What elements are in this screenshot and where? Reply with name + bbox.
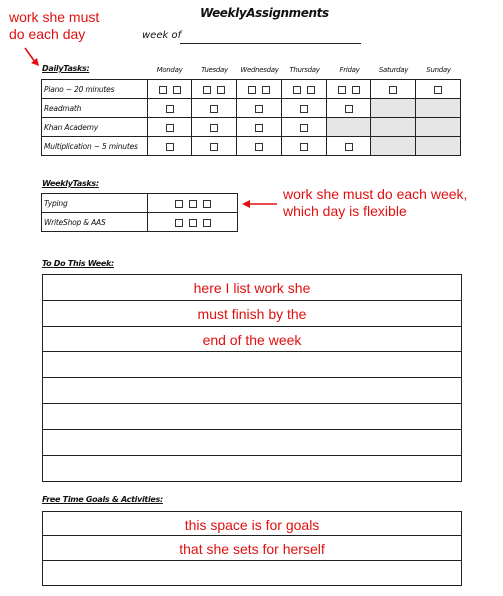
- day-cell: [282, 99, 327, 118]
- checkbox[interactable]: [255, 143, 263, 151]
- checkbox[interactable]: [338, 86, 346, 94]
- annotation-weekly-arrow-icon: [241, 198, 281, 210]
- day-cell: [282, 118, 327, 137]
- daily-task-row: [42, 80, 461, 99]
- checkbox[interactable]: [173, 86, 181, 94]
- todo-row: [43, 352, 461, 378]
- todo-row: [43, 404, 461, 430]
- daily-task-name: Piano ~ 20 minutes: [42, 80, 148, 99]
- weekly-task-row: [42, 194, 238, 213]
- day-cell: [416, 80, 461, 99]
- week-of-blank-line: [180, 43, 361, 44]
- weekly-checkbox-cell: [148, 194, 238, 213]
- day-cell: [148, 99, 192, 118]
- annotation-daily: [9, 9, 99, 43]
- checkbox[interactable]: [166, 124, 174, 132]
- shaded-cell: [416, 137, 461, 156]
- annotation-daily-line2: do each day: [9, 26, 86, 42]
- checkbox[interactable]: [434, 86, 442, 94]
- annotation-weekly: [283, 186, 467, 220]
- checkbox[interactable]: [307, 86, 315, 94]
- todo-row: [43, 378, 461, 404]
- shaded-cell: [371, 118, 416, 137]
- goals-label: Free Time Goals & Activities:: [42, 495, 163, 504]
- day-cell: [282, 80, 327, 99]
- annotation-weekly-line2: which day is flexible: [283, 203, 407, 219]
- checkbox[interactable]: [248, 86, 256, 94]
- checkbox[interactable]: [345, 105, 353, 113]
- day-header: Sunday: [426, 66, 451, 74]
- day-cell: [282, 137, 327, 156]
- day-cell: [237, 80, 282, 99]
- day-cell: [237, 137, 282, 156]
- daily-task-row: [42, 118, 461, 137]
- shaded-cell: [416, 118, 461, 137]
- day-cell: [148, 80, 192, 99]
- todo-row-text: [43, 404, 461, 409]
- checkbox[interactable]: [189, 200, 197, 208]
- checkbox[interactable]: [175, 219, 183, 227]
- day-cell: [371, 80, 416, 99]
- goals-row-text: [43, 561, 461, 566]
- todo-row-text: [43, 430, 461, 435]
- annotation-weekly-line1: work she must do each week,: [283, 186, 468, 202]
- daily-task-row: [42, 99, 461, 118]
- goals-row: [43, 512, 461, 536]
- day-cell: [327, 99, 371, 118]
- todo-list: [42, 274, 462, 482]
- day-cell: [237, 118, 282, 137]
- todo-row-text: must finish by the: [197, 305, 307, 322]
- weekly-tasks-table: [41, 193, 238, 232]
- goals-list: [42, 511, 462, 586]
- day-cell: [327, 80, 371, 99]
- checkbox[interactable]: [210, 105, 218, 113]
- checkbox[interactable]: [255, 105, 263, 113]
- daily-task-name: Multiplication ~ 5 minutes: [42, 137, 148, 156]
- shaded-cell: [371, 137, 416, 156]
- week-of-label: week of: [142, 30, 182, 41]
- shaded-cell: [371, 99, 416, 118]
- document-title: WeeklyAssignments: [200, 6, 329, 20]
- checkbox[interactable]: [189, 219, 197, 227]
- goals-row: [43, 561, 461, 585]
- checkbox[interactable]: [255, 124, 263, 132]
- day-cell: [237, 99, 282, 118]
- goals-row-text: this space is for goals: [184, 517, 320, 533]
- weekly-task-row: [42, 213, 238, 232]
- daily-task-name: Readmath: [42, 99, 148, 118]
- checkbox[interactable]: [210, 143, 218, 151]
- checkbox[interactable]: [175, 200, 183, 208]
- day-cell: [192, 118, 237, 137]
- checkbox[interactable]: [300, 124, 308, 132]
- shaded-cell: [327, 118, 371, 137]
- todo-row-text: here I list work she: [193, 280, 311, 296]
- goals-row: [43, 536, 461, 560]
- daily-tasks-table: [41, 79, 461, 156]
- day-cell: [148, 137, 192, 156]
- day-cell: [192, 137, 237, 156]
- daily-task-row: [42, 137, 461, 156]
- shaded-cell: [416, 99, 461, 118]
- day-cell: [192, 80, 237, 99]
- checkbox[interactable]: [166, 143, 174, 151]
- checkbox[interactable]: [293, 86, 301, 94]
- weekly-tasks-label: WeeklyTasks:: [42, 179, 99, 188]
- day-header: Wednesday: [240, 66, 279, 74]
- daily-task-name: Khan Academy: [42, 118, 148, 137]
- todo-row: [43, 327, 461, 353]
- day-cell: [327, 137, 371, 156]
- todo-label: To Do This Week:: [42, 259, 114, 268]
- checkbox[interactable]: [203, 200, 211, 208]
- day-header: Saturday: [378, 66, 409, 74]
- annotation-daily-line1: work she must: [9, 9, 100, 25]
- checkbox[interactable]: [159, 86, 167, 94]
- checkbox[interactable]: [262, 86, 270, 94]
- weekly-task-name: WriteShop & AAS: [42, 213, 148, 232]
- checkbox[interactable]: [203, 86, 211, 94]
- checkbox[interactable]: [300, 105, 308, 113]
- checkbox[interactable]: [217, 86, 225, 94]
- checkbox[interactable]: [300, 143, 308, 151]
- checkbox[interactable]: [389, 86, 397, 94]
- todo-row-text: [43, 378, 461, 383]
- todo-row-text: [43, 456, 461, 461]
- daily-tasks-label: DailyTasks:: [42, 64, 90, 73]
- day-cell: [192, 99, 237, 118]
- checkbox[interactable]: [210, 124, 218, 132]
- todo-row: [43, 456, 461, 482]
- weekly-checkbox-cell: [148, 213, 238, 232]
- day-header: Tuesday: [201, 66, 228, 74]
- day-header: Thursday: [289, 66, 320, 74]
- goals-row-text: that she sets for herself: [179, 541, 325, 558]
- todo-row-text: end of the week: [202, 331, 302, 348]
- day-header: Monday: [156, 66, 183, 74]
- day-cell: [148, 118, 192, 137]
- checkbox[interactable]: [345, 143, 353, 151]
- day-header: Friday: [339, 66, 360, 74]
- todo-row: [43, 275, 461, 301]
- todo-row: [43, 301, 461, 327]
- checkbox[interactable]: [352, 86, 360, 94]
- todo-row-text: [43, 352, 461, 357]
- weekly-task-name: Typing: [42, 194, 148, 213]
- checkbox[interactable]: [203, 219, 211, 227]
- checkbox[interactable]: [166, 105, 174, 113]
- todo-row: [43, 430, 461, 456]
